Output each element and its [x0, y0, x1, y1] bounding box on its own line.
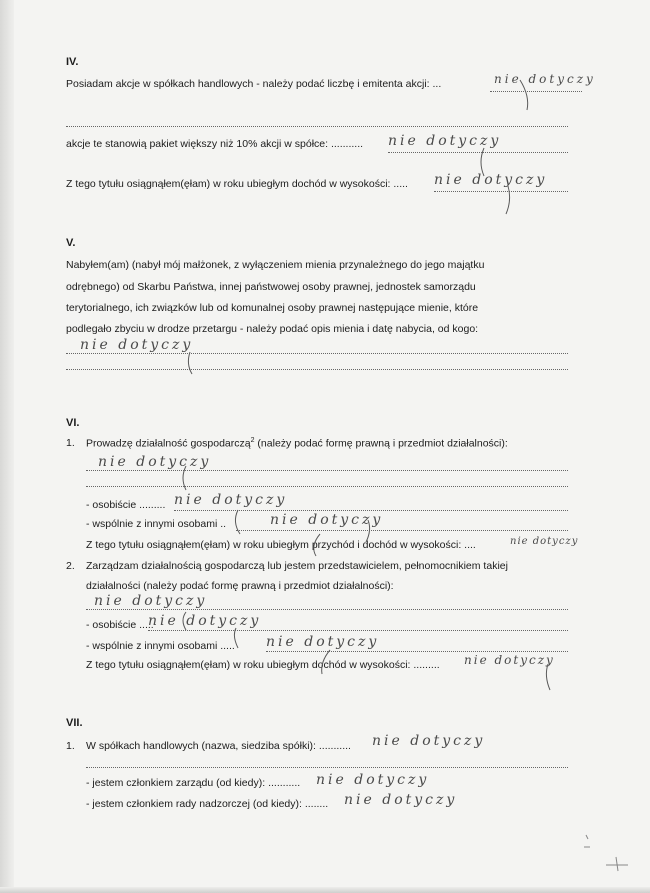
wspolnie-label: - wspólnie z innymi osobami ..: [86, 518, 227, 530]
companies-label: W spółkach handlowych (nazwa, siedziba spółki): ...........: [86, 740, 351, 752]
handwritten-answer: nie dotyczy: [372, 733, 486, 749]
section-iv-heading: IV.: [66, 56, 79, 68]
section-vi-management-label: Zarządzam działalnością gospodarczą lub jestem przedstawicielem, pełnomocnikiem takiej: [86, 560, 508, 572]
handwritten-answer: nie dotyczy: [316, 772, 430, 788]
handwritten-answer: nie dotyczy: [148, 613, 262, 629]
supervisory-board-label: - jestem członkiem rady nadzorczej (od kiedy): ........: [86, 798, 329, 810]
item-number: 1.: [66, 740, 75, 752]
handwritten-answer: nie dotyczy: [510, 536, 579, 547]
handwritten-answer: nie dotyczy: [270, 512, 384, 528]
income-label: Z tego tytułu osiągnąłem(ęłam) w roku ubiegłym dochód w wysokości: .........: [86, 659, 440, 671]
income-label: Z tego tytułu osiągnąłem(ęłam) w roku ubiegłym przychód i dochód w wysokości: ....: [86, 539, 476, 551]
section-vi-heading: VI.: [66, 417, 80, 429]
item-number: 1.: [66, 437, 75, 449]
section-vi-management-label: działalności (należy podać formę prawną i przedmiot działalności):: [86, 580, 394, 592]
handwritten-answer: nie dotyczy: [464, 653, 555, 667]
section-v-text-line: terytorialnego, ich związków lub od komunalnej osoby prawnej następujące mienie, które: [66, 302, 479, 314]
section-vi-business-label: Prowadzę działalność gospodarczą$^2$ (należy podać formę prawną i przedmiot działalności):: [86, 437, 508, 450]
handwritten-answer: nie dotyczy: [494, 72, 596, 86]
handwritten-answer: nie dotyczy: [344, 792, 458, 808]
handwritten-answer: nie dotyczy: [388, 133, 502, 149]
section-iv-package-label: akcje te stanowią pakiet większy niż 10% akcji w spółce: ...........: [66, 138, 364, 150]
section-v-text-line: odrębnego) od Skarbu Państwa, innej państwowej osoby prawnej, jednostek samorządu: [66, 281, 476, 293]
handwritten-answer: nie dotyczy: [266, 634, 380, 650]
osobiscie-label: - osobiście .....: [86, 619, 154, 631]
scan-bottom-edge: [0, 887, 650, 893]
handwritten-answer: nie dotyczy: [98, 454, 212, 470]
handwritten-answer: nie dotyczy: [94, 593, 208, 609]
section-vii-heading: VII.: [66, 717, 83, 729]
corner-marks: [576, 827, 636, 877]
item-number: 2.: [66, 560, 75, 572]
board-member-label: - jestem członkiem zarządu (od kiedy): ...........: [86, 777, 301, 789]
handwritten-answer: nie dotyczy: [434, 172, 548, 188]
osobiscie-label: - osobiście .........: [86, 499, 166, 511]
section-v-text-line: podlegało zbyciu w drodze przetargu - należy podać opis mienia i datę nabycia, od kogo:: [66, 323, 479, 335]
handwritten-answer: nie dotyczy: [80, 337, 194, 353]
section-v-text-line: Nabyłem(am) (nabył mój małżonek, z wyłączeniem mienia przynależnego do jego majątku: [66, 259, 485, 271]
section-iv-income-label: Z tego tytułu osiągnąłem(ęłam) w roku ubiegłym dochód w wysokości: .....: [66, 178, 408, 190]
section-iv-shares-label: Posiadam akcje w spółkach handlowych - należy podać liczbę i emitenta akcji: ...: [66, 78, 442, 90]
wspolnie-label: - wspólnie z innymi osobami .....: [86, 640, 235, 652]
handwritten-answer: nie dotyczy: [174, 492, 288, 508]
section-v-heading: V.: [66, 237, 76, 249]
